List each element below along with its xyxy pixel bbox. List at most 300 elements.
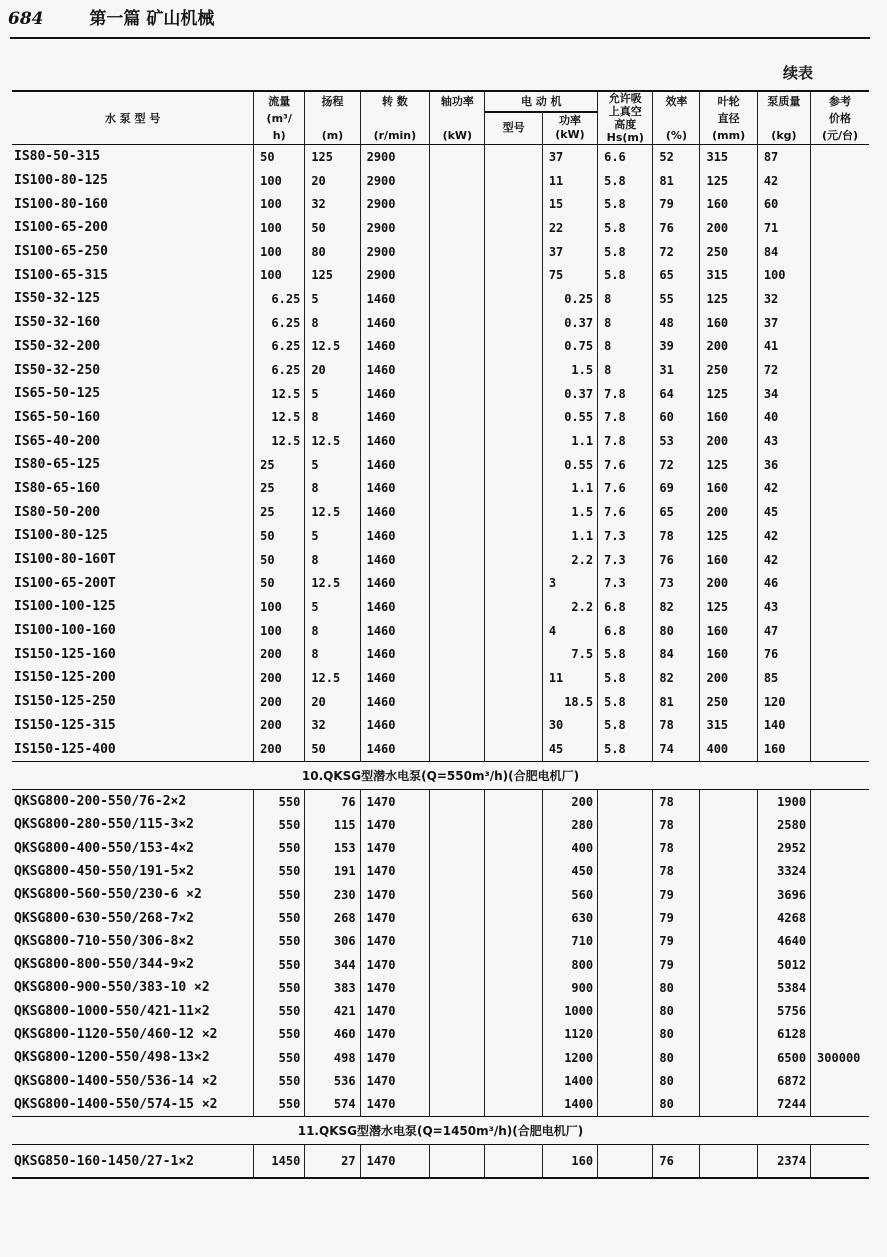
cell-flow: 100 (254, 595, 305, 619)
cell-flow: 100 (254, 240, 305, 264)
cell-speed: 1460 (360, 382, 430, 406)
cell-motor-power: 3 (542, 571, 597, 595)
cell-suction (598, 906, 653, 929)
cell-impeller (700, 1093, 757, 1117)
cell-impeller: 250 (700, 358, 757, 382)
cell-model: IS150-125-400 (14, 741, 116, 757)
cell-impeller (700, 1023, 757, 1046)
cell-mass: 2580 (757, 813, 810, 836)
cell-head: 536 (305, 1069, 360, 1092)
cell-shaft-power (430, 571, 485, 595)
cell-price (811, 382, 869, 406)
table-row (12, 216, 869, 240)
cell-motor-type (485, 619, 542, 643)
cell-motor-power: 37 (542, 145, 597, 169)
cell-head: 460 (305, 1023, 360, 1046)
cell-motor-type (485, 571, 542, 595)
cell-motor-type (485, 666, 542, 690)
cell-efficiency: 65 (653, 263, 700, 287)
cell-mass: 4268 (757, 906, 810, 929)
cell-impeller: 200 (700, 335, 757, 359)
cell-impeller (700, 883, 757, 906)
cell-flow: 100 (254, 619, 305, 643)
table-row (12, 382, 869, 406)
cell-efficiency: 80 (653, 976, 700, 999)
cell-motor-type (485, 690, 542, 714)
cell-suction: 6.6 (598, 145, 653, 169)
cell-impeller (700, 930, 757, 953)
col-mass: 泵质量 (kg) (757, 91, 810, 145)
col-motor: 电 动 机 (485, 91, 598, 112)
cell-motor-type (485, 836, 542, 859)
cell-model: IS150-125-250 (14, 694, 116, 710)
cell-mass: 37 (757, 311, 810, 335)
cell-mass: 4640 (757, 930, 810, 953)
cell-head: 80 (305, 240, 360, 264)
cell-shaft-power (430, 477, 485, 501)
cell-model: IS100-65-200T (14, 575, 116, 591)
cell-motor-power: 630 (542, 906, 597, 929)
cell-model: IS80-50-200 (14, 504, 101, 520)
cell-suction: 7.6 (598, 500, 653, 524)
cell-suction (598, 930, 653, 953)
cell-flow: 100 (254, 216, 305, 240)
table-row (12, 192, 869, 216)
cell-shaft-power (430, 453, 485, 477)
cell-model: IS65-50-125 (14, 386, 101, 402)
cell-efficiency: 78 (653, 813, 700, 836)
cell-price: 300000 (811, 1046, 869, 1069)
cell-shaft-power (430, 500, 485, 524)
cell-mass: 42 (757, 548, 810, 572)
cell-head: 12.5 (305, 666, 360, 690)
cell-impeller: 125 (700, 287, 757, 311)
cell-shaft-power (430, 642, 485, 666)
table-row (12, 737, 869, 761)
cell-mass: 84 (757, 240, 810, 264)
cell-price (811, 789, 869, 813)
cell-suction: 8 (598, 311, 653, 335)
cell-mass: 5012 (757, 953, 810, 976)
cell-price (811, 571, 869, 595)
cell-price (811, 335, 869, 359)
cell-motor-type (485, 548, 542, 572)
cell-speed: 1460 (360, 406, 430, 430)
cell-suction: 5.8 (598, 192, 653, 216)
col-price: 参考 价格 (元/台) (811, 91, 869, 145)
cell-shaft-power (430, 836, 485, 859)
cell-model: QKSG800-200-550/76-2×2 (14, 794, 187, 810)
cell-flow: 550 (254, 789, 305, 813)
cell-shaft-power (430, 595, 485, 619)
cell-impeller: 160 (700, 192, 757, 216)
table-row (12, 240, 869, 264)
cell-motor-power: 45 (542, 737, 597, 761)
cell-suction: 8 (598, 358, 653, 382)
cell-head: 268 (305, 906, 360, 929)
cell-efficiency: 69 (653, 477, 700, 501)
cell-price (811, 287, 869, 311)
cell-mass: 6500 (757, 1046, 810, 1069)
cell-flow: 550 (254, 1093, 305, 1117)
cell-price (811, 953, 869, 976)
cell-price (811, 813, 869, 836)
cell-suction: 5.8 (598, 169, 653, 193)
cell-price (811, 406, 869, 430)
cell-mass: 40 (757, 406, 810, 430)
table-row (12, 619, 869, 643)
cell-mass: 6128 (757, 1023, 810, 1046)
cell-speed: 1460 (360, 642, 430, 666)
cell-efficiency: 82 (653, 595, 700, 619)
cell-head: 574 (305, 1093, 360, 1117)
col-efficiency: 效率 (%) (653, 91, 700, 145)
cell-model: IS100-80-125 (14, 173, 108, 189)
table-row (12, 571, 869, 595)
table-row (12, 358, 869, 382)
cell-price (811, 714, 869, 738)
cell-head: 125 (305, 263, 360, 287)
cell-head: 5 (305, 524, 360, 548)
cell-head: 153 (305, 836, 360, 859)
cell-flow: 6.25 (254, 335, 305, 359)
table-row (12, 690, 869, 714)
cell-motor-type (485, 406, 542, 430)
cell-shaft-power (430, 192, 485, 216)
cell-price (811, 930, 869, 953)
cell-motor-power: 1.1 (542, 524, 597, 548)
cell-model: IS100-80-160T (14, 552, 116, 568)
cell-mass: 60 (757, 192, 810, 216)
cell-speed: 1460 (360, 287, 430, 311)
cell-efficiency: 72 (653, 240, 700, 264)
cell-mass: 1900 (757, 789, 810, 813)
cell-model: QKSG800-630-550/268-7×2 (14, 910, 195, 926)
cell-mass: 36 (757, 453, 810, 477)
cell-motor-power: 200 (542, 789, 597, 813)
cell-impeller: 200 (700, 216, 757, 240)
cell-motor-power: 1.1 (542, 477, 597, 501)
cell-motor-power: 710 (542, 930, 597, 953)
cell-efficiency: 80 (653, 1023, 700, 1046)
cell-suction: 5.8 (598, 642, 653, 666)
cell-flow: 550 (254, 930, 305, 953)
col-motor-power: 功率 (kW) (542, 112, 597, 145)
cell-flow: 550 (254, 1069, 305, 1092)
cell-shaft-power (430, 1046, 485, 1069)
cell-flow: 12.5 (254, 382, 305, 406)
cell-motor-type (485, 382, 542, 406)
cell-efficiency: 79 (653, 953, 700, 976)
cell-speed: 2900 (360, 240, 430, 264)
cell-efficiency: 76 (653, 1145, 700, 1179)
cell-shaft-power (430, 240, 485, 264)
col-suction: 允许吸 上真空 高度 Hs(m) (598, 91, 653, 145)
cell-head: 20 (305, 690, 360, 714)
cell-efficiency: 79 (653, 906, 700, 929)
table-row (12, 1069, 869, 1092)
cell-model: QKSG800-1400-550/574-15 ×2 (14, 1096, 218, 1112)
cell-motor-power: 0.37 (542, 311, 597, 335)
cell-mass: 43 (757, 595, 810, 619)
cell-flow: 12.5 (254, 429, 305, 453)
cell-speed: 1470 (360, 883, 430, 906)
cell-suction: 7.6 (598, 477, 653, 501)
cell-motor-type (485, 335, 542, 359)
chapter-title: 第一篇 矿山机械 (89, 9, 215, 29)
cell-flow: 25 (254, 500, 305, 524)
cell-impeller: 160 (700, 619, 757, 643)
cell-efficiency: 81 (653, 169, 700, 193)
table-row (12, 906, 869, 929)
table-row (12, 169, 869, 193)
cell-price (811, 860, 869, 883)
cell-motor-power: 800 (542, 953, 597, 976)
cell-mass: 34 (757, 382, 810, 406)
cell-shaft-power (430, 1023, 485, 1046)
cell-mass: 42 (757, 524, 810, 548)
table-row (12, 429, 869, 453)
table-row (12, 548, 869, 572)
cell-shaft-power (430, 263, 485, 287)
cell-impeller (700, 1069, 757, 1092)
cell-motor-type (485, 789, 542, 813)
cell-impeller: 200 (700, 571, 757, 595)
cell-model: IS100-65-250 (14, 244, 108, 260)
cell-head: 498 (305, 1046, 360, 1069)
cell-mass: 7244 (757, 1093, 810, 1117)
cell-shaft-power (430, 906, 485, 929)
table-row (12, 1093, 869, 1117)
cell-shaft-power (430, 619, 485, 643)
cell-flow: 550 (254, 860, 305, 883)
cell-speed: 1470 (360, 1046, 430, 1069)
col-shaft-power: 轴功率 (kW) (430, 91, 485, 145)
cell-motor-type (485, 216, 542, 240)
cell-price (811, 240, 869, 264)
cell-flow: 1450 (254, 1145, 305, 1179)
cell-model: IS150-125-160 (14, 646, 116, 662)
cell-model: QKSG850-160-1450/27-1×2 (12, 1145, 254, 1179)
cell-price (811, 263, 869, 287)
pump-spec-table (12, 90, 869, 1179)
cell-flow: 200 (254, 690, 305, 714)
cell-price (811, 358, 869, 382)
cell-impeller: 250 (700, 690, 757, 714)
cell-model: IS50-32-160 (14, 315, 101, 331)
cell-efficiency: 78 (653, 836, 700, 859)
cell-speed: 1460 (360, 453, 430, 477)
cell-efficiency: 78 (653, 714, 700, 738)
cell-head: 230 (305, 883, 360, 906)
cell-model: QKSG800-1200-550/498-13×2 (14, 1050, 210, 1066)
cell-efficiency: 79 (653, 930, 700, 953)
cell-motor-power: 1.5 (542, 500, 597, 524)
cell-efficiency: 73 (653, 571, 700, 595)
cell-flow: 550 (254, 813, 305, 836)
cell-flow: 50 (254, 548, 305, 572)
table-row (12, 642, 869, 666)
cell-impeller: 125 (700, 382, 757, 406)
cell-mass: 46 (757, 571, 810, 595)
table-row (12, 1000, 869, 1023)
cell-model: QKSG800-800-550/344-9×2 (14, 957, 195, 973)
cell-shaft-power (430, 1093, 485, 1117)
cell-model: IS80-50-315 (14, 149, 101, 165)
table-row (12, 666, 869, 690)
cell-impeller: 315 (700, 714, 757, 738)
cell-motor-type (485, 642, 542, 666)
cell-price (811, 169, 869, 193)
cell-flow: 6.25 (254, 311, 305, 335)
table-row (12, 287, 869, 311)
table-row (12, 1145, 869, 1179)
cell-speed: 1470 (360, 1000, 430, 1023)
cell-suction (598, 1145, 653, 1179)
cell-efficiency: 76 (653, 216, 700, 240)
table-row (12, 953, 869, 976)
cell-model: QKSG800-450-550/191-5×2 (14, 863, 195, 879)
cell-motor-power: 37 (542, 240, 597, 264)
cell-motor-type (485, 906, 542, 929)
cell-flow: 550 (254, 836, 305, 859)
cell-motor-power: 30 (542, 714, 597, 738)
cell-efficiency: 31 (653, 358, 700, 382)
table-row (12, 789, 869, 813)
cell-mass: 42 (757, 477, 810, 501)
cell-shaft-power (430, 216, 485, 240)
cell-motor-power: 2.2 (542, 595, 597, 619)
cell-efficiency: 81 (653, 690, 700, 714)
cell-efficiency: 53 (653, 429, 700, 453)
cell-price (811, 595, 869, 619)
cell-motor-type (485, 500, 542, 524)
cell-motor-power: 1400 (542, 1069, 597, 1092)
cell-mass: 2952 (757, 836, 810, 859)
cell-head: 27 (305, 1145, 360, 1179)
table-row (12, 714, 869, 738)
cell-price (811, 524, 869, 548)
cell-speed: 1470 (360, 836, 430, 859)
cell-impeller (700, 860, 757, 883)
cell-price (811, 737, 869, 761)
cell-head: 191 (305, 860, 360, 883)
cell-motor-type (485, 1046, 542, 1069)
cell-mass: 160 (757, 737, 810, 761)
page-number: 684 (8, 9, 44, 29)
cell-head: 8 (305, 548, 360, 572)
cell-mass: 72 (757, 358, 810, 382)
cell-model: IS50-32-200 (14, 338, 101, 354)
cell-price (811, 145, 869, 169)
cell-efficiency: 79 (653, 883, 700, 906)
cell-head: 20 (305, 358, 360, 382)
cell-motor-power: 1.5 (542, 358, 597, 382)
table-row (12, 976, 869, 999)
cell-head: 32 (305, 714, 360, 738)
cell-head: 50 (305, 216, 360, 240)
cell-suction: 7.8 (598, 382, 653, 406)
cell-mass: 85 (757, 666, 810, 690)
cell-shaft-power (430, 169, 485, 193)
table-row (12, 524, 869, 548)
cell-motor-type (485, 930, 542, 953)
section-10 (12, 761, 869, 789)
cell-model: IS100-65-200 (14, 220, 108, 236)
qksg1450-rows (12, 1145, 869, 1179)
cell-shaft-power (430, 930, 485, 953)
cell-speed: 1460 (360, 429, 430, 453)
cell-speed: 1470 (360, 813, 430, 836)
cell-mass: 42 (757, 169, 810, 193)
cell-impeller: 125 (700, 524, 757, 548)
cell-efficiency: 80 (653, 1046, 700, 1069)
cell-head: 50 (305, 737, 360, 761)
cell-suction: 7.8 (598, 406, 653, 430)
cell-shaft-power (430, 976, 485, 999)
cell-impeller: 125 (700, 169, 757, 193)
cell-mass: 100 (757, 263, 810, 287)
cell-head: 5 (305, 453, 360, 477)
cell-speed: 2900 (360, 263, 430, 287)
cell-motor-type (485, 240, 542, 264)
cell-flow: 200 (254, 666, 305, 690)
cell-flow: 25 (254, 477, 305, 501)
cell-efficiency: 60 (653, 406, 700, 430)
cell-price (811, 1023, 869, 1046)
cell-mass: 2374 (757, 1145, 810, 1179)
cell-mass: 76 (757, 642, 810, 666)
cell-head: 20 (305, 169, 360, 193)
cell-impeller: 125 (700, 595, 757, 619)
cell-shaft-power (430, 429, 485, 453)
cell-motor-type (485, 714, 542, 738)
cell-model: QKSG800-280-550/115-3×2 (14, 817, 195, 833)
cell-price (811, 216, 869, 240)
cell-impeller: 160 (700, 477, 757, 501)
cell-speed: 1470 (360, 1145, 430, 1179)
cell-suction (598, 1023, 653, 1046)
cell-efficiency: 78 (653, 860, 700, 883)
cell-motor-type (485, 813, 542, 836)
cell-head: 8 (305, 311, 360, 335)
table-header (12, 91, 869, 145)
cell-flow: 550 (254, 1046, 305, 1069)
cell-model: QKSG800-1120-550/460-12 ×2 (14, 1026, 218, 1042)
cell-model: IS80-65-125 (14, 457, 101, 473)
cell-motor-type (485, 263, 542, 287)
cell-motor-type (485, 145, 542, 169)
cell-price (811, 619, 869, 643)
cell-speed: 2900 (360, 216, 430, 240)
cell-impeller (700, 976, 757, 999)
cell-suction (598, 1093, 653, 1117)
cell-suction: 6.8 (598, 619, 653, 643)
cell-model: IS100-80-125 (14, 528, 108, 544)
cell-model: QKSG800-400-550/153-4×2 (14, 840, 195, 856)
cell-motor-power: 11 (542, 666, 597, 690)
col-impeller: 叶轮 直径 (mm) (700, 91, 757, 145)
cell-suction: 5.8 (598, 263, 653, 287)
cell-speed: 1460 (360, 500, 430, 524)
cell-efficiency: 64 (653, 382, 700, 406)
cell-speed: 1470 (360, 1069, 430, 1092)
cell-mass: 5384 (757, 976, 810, 999)
cell-flow: 200 (254, 714, 305, 738)
cell-shaft-power (430, 548, 485, 572)
cell-head: 115 (305, 813, 360, 836)
table-row (12, 1046, 869, 1069)
